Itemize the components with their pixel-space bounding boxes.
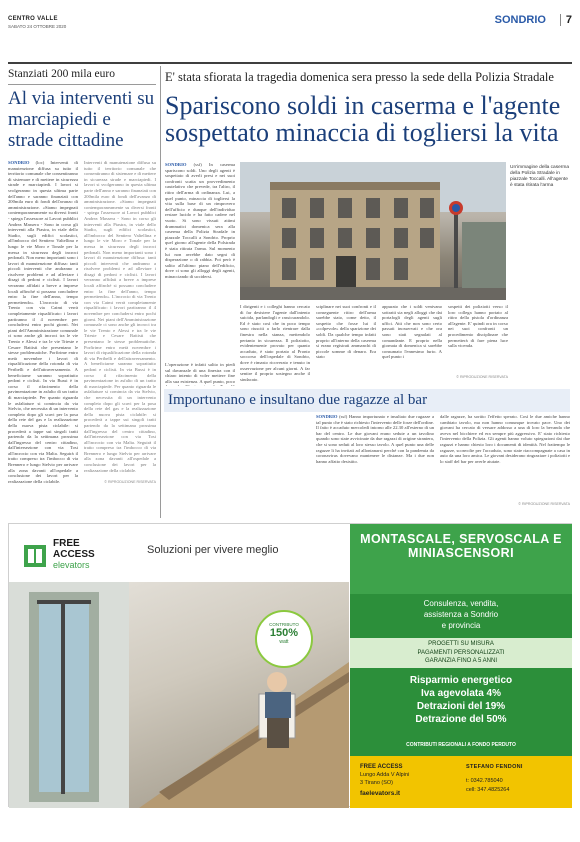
- brand-line2: ACCESS: [53, 549, 95, 560]
- left-article-text-cont: Interventi di manutenzione diffusa su tutto il territorio comunale che consentiranno di sistemare e di mettere in sicurezza strade e marciapiedi. I lavori si svolgeranno in questa ultima parte dell'anno e saranno finanziati con 200mila euro di fondi dell'avanzo di amministrazione. «Siamo impegnati contemporaneamente su diversi fronti - spiega l'assessore ai Lavori pubblici Andrea Massera - Sono in corso gli interventi alla Piastra, in viale dello Stadio, sugli edifici scolastici, all'imbocco del Sentiero Valtellina e lungo le vie Moro e Tonale per la messa in sicurezza degli incroci pedonali. Non meno importanti sono i lavori di manutenzione diffusa: tanti piccoli interventi che andranno a risolvere problemi e ad alleviare i disagi di pedoni e ciclisti. I lavori verranno affidati a breve a imprese locali affinché si possano concludere entro la fine dell'anno, tempo permettendo». L'incrocio di via Trento con via Caimi verrà completamente riqualificato: i lavori partiranno il 4 novembre per concludersi entro pochi giorni. Nei piani dell'Amministrazione comunale ci sono anche gli incroci tra le vie Trento e Alessi e tra le vie Trieste e Cesare Battisti che presentano le stesse problematiche. Porfirime entro metà novembre i lavori di riqualificazione della rotonda di via Peribelli e dell'attraversamento. A beneficiarne saranno soprattutto pedoni e ciclisti. In via Bussi è in corso il rifacimento della pavimentazione in asfalto di un tratto di marciapiede. Per quanto riguarda le asfaltature si comincia da via Stelvio, che necessita di un intervento completo dopo gli scavi per la posa della rete del gas e la realizzazione della nuova pista ciclabile: si procederà a tappe sui singoli tratti partendo da la settimana prossima dall'ingresso del centro cittadino, dall'intersezione con via Tosi all'incrocio con via Malta. Seguirà il tratto compreso tra l'imbocco di via Brennero e lungo Stelvio per arrivare alla zona davanti all'ospedale a conclusione dei lavori per la realizzazione della ciclabile.: [84, 160, 156, 473]
- main-article-body-col5: [382, 304, 442, 384]
- publication-name: CENTRO VALLE: [8, 16, 58, 22]
- elevator-logo-icon: [23, 544, 47, 568]
- second-article-lead-tag: (ssf): [339, 414, 348, 419]
- left-article-lead-tag: (loc): [35, 160, 45, 165]
- left-kicker-rule: [8, 84, 156, 85]
- benefit-3: Detrazioni del 19%: [416, 701, 506, 712]
- page-number: 7: [560, 14, 572, 26]
- address-line1: Lungo Adda V Alpini: [360, 772, 410, 778]
- badge-top: CONTRIBUTO: [269, 622, 299, 627]
- ad-info-panel: [350, 524, 572, 808]
- second-article-headline: Importunano e insultano due ragazze al bar: [164, 389, 570, 412]
- left-article-headline: Al via interventi su marciapiedi e strade cittadine: [8, 88, 155, 151]
- ad-contact-box: [350, 756, 572, 808]
- contact-tel: t: 0342.785040: [466, 778, 503, 784]
- section-label: SONDRIO: [494, 14, 546, 26]
- contact-name: STEFANO FENDONI: [466, 764, 523, 770]
- address-line2: 3 Tirano (SO): [360, 780, 394, 786]
- project-line-1: PROGETTI SU MISURA: [428, 641, 494, 647]
- second-article-body-col1: [316, 414, 434, 510]
- ad-projects: [350, 638, 572, 668]
- main-article-headline: Spariscono soldi in caserma e l'agente sospettato minaccia di togliersi la vita: [165, 91, 561, 147]
- second-article-body-col2: [440, 414, 570, 500]
- left-article-kicker: Stanziati 200 mila euro: [8, 68, 115, 80]
- main-article-text-5: appurato che i soldi venivano sottratti sia negli alloggi che dai portafogli degli agenti sugli uffici. Atti che non sono certo passati inosservati e che ora sono stati segnalati al comandante. E proprio nella giornata di domenica si sarebbe consumato l'ennesimo furto. A quel punto i: [382, 304, 442, 360]
- badge-value: 150%: [269, 627, 299, 639]
- left-article-body-col2: [84, 160, 156, 473]
- benefit-1: Risparmio energetico: [409, 675, 513, 686]
- service-line-1: Consulenza, vendita,: [423, 599, 499, 608]
- left-article-credit: © RIPRODUZIONE RISERVATA: [104, 480, 156, 484]
- ad-title: MONTASCALE, SERVOSCALA E MINIASCENSORI: [360, 532, 562, 560]
- main-article-body-col3: [240, 304, 310, 386]
- project-line-3: GARANZIA FINO A 5 ANNI: [424, 658, 498, 664]
- left-article-text: Interventi di manutenzione diffusa su tutto il territorio comunale che consentiranno di sistemare e di mettere in sicurezza strade e marciapiedi. I lavori si svolgeranno in questa ultima parte dell'anno e saranno finanziati con 200mila euro di fondi dell'avanzo di amministrazione. «Siamo impegnati contemporaneamente su diversi fronti - spiega l'assessore ai Lavori pubblici Andrea Massera - Sono in corso gli interventi alla Piastra, in viale dello Stadio, sugli edifici scolastici, all'imbocco del Sentiero Valtellina e lungo le vie Moro e Tonale per la messa in sicurezza degli incroci pedonali. Non meno importanti sono i lavori di manutenzione diffusa: tanti piccoli interventi che andranno a risolvere problemi e ad alleviare i disagi di pedoni e ciclisti. I lavori verranno affidati a breve a imprese locali affinché si possano concludere entro la fine dell'anno, tempo permettendo». L'incrocio di via Trento con via Caimi verrà completamente riqualificato: i lavori partiranno il 4 novembre per concludersi entro pochi giorni. Nei piani dell'Amministrazione comunale ci sono anche gli incroci tra le vie Trento e Alessi e tra le vie Trieste e Cesare Battisti che presentano le stesse problematiche. Porfirime entro metà novembre i lavori di riqualificazione della rotonda di via Peribelli e dell'attraversamento. A beneficiarne saranno soprattutto pedoni e ciclisti. In via Bussi è in corso il rifacimento della pavimentazione in asfalto di un tratto di marciapiede. Per quanto riguarda le asfaltature si comincia da via Stelvio, che necessita di un intervento completo dopo gli scavi per la posa della rete del gas e la realizzazione della nuova pista ciclabile: si procederà a tappe sui singoli tratti partendo da la settimana prossima dall'ingresso del centro cittadino, dall'intersezione con via Tosi all'incrocio con via Malta. Seguirà il tratto compreso tra l'imbocco di via Brennero e lungo Stelvio per arrivare alla zona davanti all'ospedale a conclusione dei lavori per la realizzazione della ciclabile.: [8, 160, 78, 484]
- main-article-kicker: E' stata sfiorata la tragedia domenica sera presso la sede della Polizia Stradale: [165, 70, 554, 84]
- benefit-4: Detrazione del 50%: [415, 714, 507, 725]
- ad-benefits: [358, 674, 564, 726]
- left-article-body-col1: [8, 160, 78, 484]
- photo-caption: Un'immagine della caserma della Polizia Stradale in piazzale Toccalli. All'agente è stata ritirata l'arma: [510, 165, 570, 188]
- ad-website-link[interactable]: faelevators.it: [360, 790, 401, 797]
- main-article-text-3: I dirigenti e i colleghi hanno cercato di far desistere l'agente dall'intento suicida, parlandogli e rassicurandolo. Ed è stato così che in poco tempo sono riusciti a farlo rientrare dalla finestra nella stanza, mettendolo pertanto in sicurezza. Il poliziotto, evidentemente provato per quanto accaduto, è stato portato al Pronto soccorso dell'ospedale di Sondrio, dove è rimasto ricoverato e tenuto in osservazione per alcuni giorni. A far sentire il proprio sostegno anche il sindacato.: [240, 304, 310, 382]
- main-article-lead-tag: (ssf): [193, 162, 202, 167]
- address-title: FREE ACCESS: [360, 764, 403, 770]
- main-article-body-col4: [316, 304, 376, 384]
- main-article-credit: © RIPRODUZIONE RISERVATA: [456, 375, 508, 379]
- main-article-body-col6: [448, 304, 508, 374]
- ad-services: [350, 598, 572, 631]
- brand-line3: elevators: [53, 560, 90, 570]
- contact-cell: cell: 347.4825264: [466, 787, 510, 793]
- benefit-2: Iva agevolata 4%: [420, 688, 502, 699]
- main-article-body-col1-end: [165, 362, 235, 386]
- ad-contrib: CONTRIBUTI REGIONALI A FONDO PERDUTO: [406, 742, 516, 748]
- main-article-body-col1: [165, 162, 235, 362]
- main-article-text-1: In caserma spariscono soldi. Uno degli agenti è sospettato di averli presi e nei suoi confronti scatta un provvedimento cautelativo che prevede, tra l'altro, il ritiro dell'arma di ordinanza. Lui, a quel punto, minaccia di togliersi la vita sulla base di un rimprovero dell'ufficio e dunque dell'individuo restare lucido e ha fatto cadere nel vuoto. Si sono vissuti attimi drammatici domenica sera alla caserma della Polizia Stradale in piazzale Toccalli a Sondrio. Proprio quel giorno all'agente della Polstrada è stata ritirata l'arma. Sul momento lui non avrebbe dato segni di disperazione o di rabbia. Poi però è salito all'ultimo piano dell'edificio, dove ci sono gli alloggi degli agenti, minacciando di uccidersi.: [165, 162, 236, 279]
- ad-tagline: Soluzioni per vivere meglio: [147, 544, 279, 556]
- free-access-logo: [23, 538, 123, 576]
- service-line-2: assistenza a Sondrio: [423, 610, 499, 619]
- project-line-2: PAGAMENTI PERSONALIZZATI: [417, 649, 505, 656]
- building-illustration: [240, 162, 506, 300]
- police-station-photo: [240, 162, 506, 300]
- second-article-lead: SONDRIO: [316, 414, 338, 419]
- main-article-text-4: sciplinare nei suoi confronti e il conseguente ritiro dell'arma sarebbe stato, come detto, il sospetto che fosse lui il «colpevole» della sparizione dei soldi. Da qualche tempo infatti proprio all'interno della caserma si erano registrati ammanchi di piccole somme di denaro. Era stato: [316, 304, 376, 360]
- second-article-text-2: dalle ragazze, ha sortito l'effetto sperato. Così le due amiche hanno cambiato tavolo, ma non hanno comunque trovato pace. Uno dei giovani ha cercato di versare addosso a una di loro la bevanda che aveva nel bicchiere ed era sempre più aggressivo. E' stato richiesto l'intervento della Polizia. Gli agenti hanno voluto spiegazioni dai due ragazzi e hanno chiesto loro i documenti di identità. Nel frattempo le ragazze, sconvolte per l'accaduto, sono state riaccompagnate a casa in auto da una loro amica. Le giovani desiderano ringraziare i poliziotti e lo staff del bar per averle aiutate.: [440, 414, 570, 464]
- second-article-credit: © RIPRODUZIONE RISERVATA: [518, 502, 570, 506]
- main-article-text-6: sospetti dei poliziotti verso il loro collega hanno portato al ritiro della pistola d'ordinanza all'agente. E' quindi ora in corso nei suoi confronti un procedimento disciplinare che permetterà di fare piena luce sulla vicenda.: [448, 304, 508, 349]
- column-divider: [160, 66, 161, 518]
- top-rule: [8, 62, 572, 64]
- masthead: [8, 14, 572, 46]
- left-article-lead: SONDRIO: [8, 160, 30, 165]
- service-line-3: e provincia: [441, 621, 481, 630]
- second-article-text-1: Hanno importunato e insultato due ragazze a tal punto che è stato richiesto l'intervento delle forze dell'ordine. Il fatto è accaduto mercoledì intorno alle 22.30 all'esterno di un bar del centro. Le due giovani erano sedute a un tavolino quando sono state avvicinate da due ragazzi di origine straniera, che si sono seduti al loro stesso tavolo. A quel punto una delle ragazze li ha invitati ad allontanarsi perché con la pandemia da coronavirus dovevano mantenere le distanze. Ma i due non hanno affatto desistito.: [316, 414, 434, 464]
- publication-date: SABATO 24 OTTOBRE 2020: [8, 24, 67, 29]
- energy-badge: [255, 610, 313, 668]
- main-article-lead: SONDRIO: [165, 162, 187, 167]
- advertisement[interactable]: [8, 523, 572, 807]
- main-article-text-2: L'operazione è infatti salito in piedi sul davanzale di una finestra con il chiaro intento di voler mettere fine alla sua esistenza. A quel punto, poco: [165, 362, 235, 384]
- brand-line1: FREE: [53, 538, 80, 549]
- badge-bottom: watt: [279, 639, 289, 645]
- ad-title-box: [350, 524, 572, 594]
